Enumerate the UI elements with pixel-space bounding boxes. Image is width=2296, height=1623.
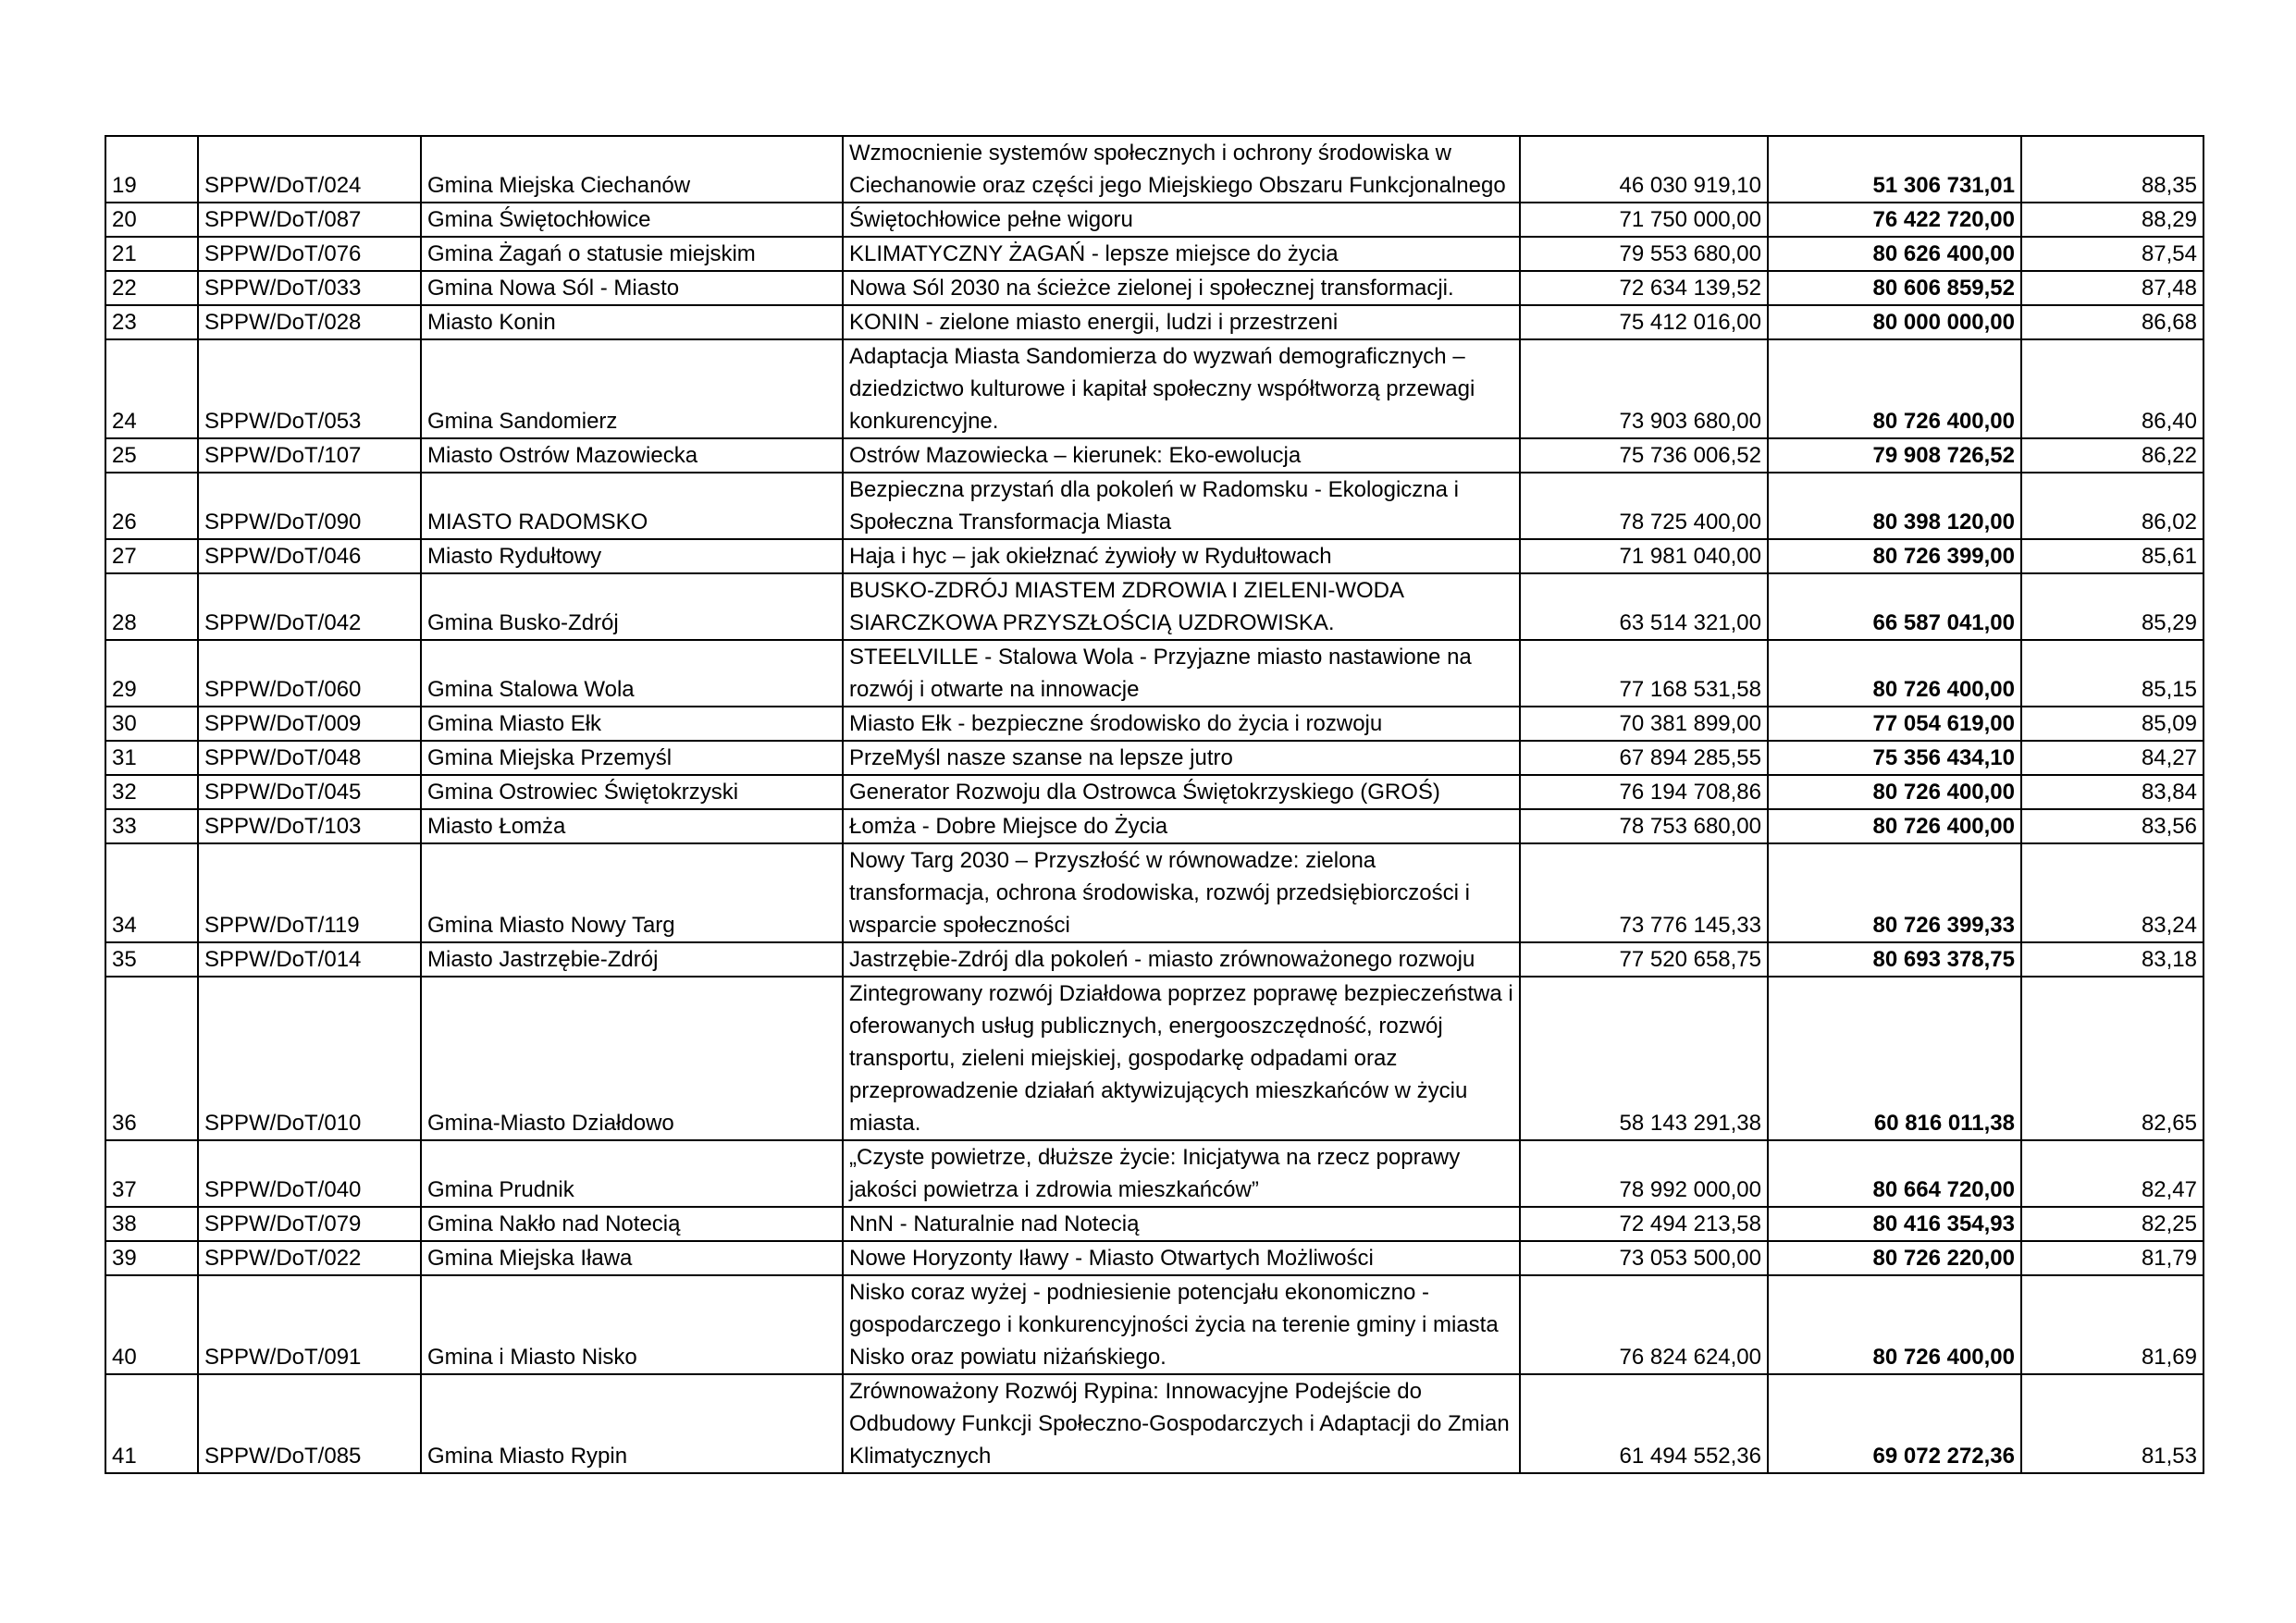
application-id-cell: SPPW/DoT/103 xyxy=(198,809,421,843)
application-id-cell: SPPW/DoT/087 xyxy=(198,203,421,237)
table-row xyxy=(105,741,2203,775)
table-row xyxy=(105,977,2203,1140)
score-cell: 85,15 xyxy=(2021,640,2203,707)
project-title-cell: Miasto Ełk - bezpieczne środowisko do życia i rozwoju xyxy=(843,707,1520,741)
table-row xyxy=(105,707,2203,741)
total-amount-cell: 80 726 400,00 xyxy=(1768,1275,2021,1374)
application-id-cell: SPPW/DoT/091 xyxy=(198,1275,421,1374)
total-amount-cell: 80 416 354,93 xyxy=(1768,1207,2021,1241)
table-row xyxy=(105,942,2203,977)
total-amount-cell: 80 693 378,75 xyxy=(1768,942,2021,977)
row-number-cell: 30 xyxy=(105,707,198,741)
row-number-cell: 26 xyxy=(105,473,198,539)
amount-cell: 73 053 500,00 xyxy=(1520,1241,1768,1275)
row-number-cell: 25 xyxy=(105,438,198,473)
municipality-cell: Miasto Konin xyxy=(421,305,843,339)
amount-cell: 63 514 321,00 xyxy=(1520,573,1768,640)
row-number-cell: 40 xyxy=(105,1275,198,1374)
table-row xyxy=(105,775,2203,809)
municipality-cell: Gmina Sandomierz xyxy=(421,339,843,438)
application-id-cell: SPPW/DoT/010 xyxy=(198,977,421,1140)
amount-cell: 67 894 285,55 xyxy=(1520,741,1768,775)
application-id-cell: SPPW/DoT/076 xyxy=(198,237,421,271)
application-id-cell: SPPW/DoT/040 xyxy=(198,1140,421,1207)
municipality-cell: Gmina Miejska Ciechanów xyxy=(421,136,843,203)
score-cell: 86,22 xyxy=(2021,438,2203,473)
row-number-cell: 38 xyxy=(105,1207,198,1241)
score-cell: 83,24 xyxy=(2021,843,2203,942)
total-amount-cell: 80 664 720,00 xyxy=(1768,1140,2021,1207)
score-cell: 83,18 xyxy=(2021,942,2203,977)
table-row xyxy=(105,539,2203,573)
amount-cell: 61 494 552,36 xyxy=(1520,1374,1768,1473)
total-amount-cell: 80 726 400,00 xyxy=(1768,775,2021,809)
municipality-cell: Gmina Nowa Sól - Miasto xyxy=(421,271,843,305)
score-cell: 87,54 xyxy=(2021,237,2203,271)
amount-cell: 76 824 624,00 xyxy=(1520,1275,1768,1374)
total-amount-cell: 77 054 619,00 xyxy=(1768,707,2021,741)
row-number-cell: 41 xyxy=(105,1374,198,1473)
score-cell: 88,35 xyxy=(2021,136,2203,203)
project-title-cell: Bezpieczna przystań dla pokoleń w Radomsku - Ekologiczna i Społeczna Transformacja Miasta xyxy=(843,473,1520,539)
score-cell: 86,68 xyxy=(2021,305,2203,339)
amount-cell: 76 194 708,86 xyxy=(1520,775,1768,809)
total-amount-cell: 80 726 400,00 xyxy=(1768,809,2021,843)
municipality-cell: Miasto Ostrów Mazowiecka xyxy=(421,438,843,473)
municipality-cell: Gmina Świętochłowice xyxy=(421,203,843,237)
project-title-cell: BUSKO-ZDRÓJ MIASTEM ZDROWIA I ZIELENI-WODA SIARCZKOWA PRZYSZŁOŚCIĄ UZDROWISKA. xyxy=(843,573,1520,640)
municipality-cell: Gmina Miejska Przemyśl xyxy=(421,741,843,775)
table-row xyxy=(105,843,2203,942)
municipality-cell: Gmina Miasto Ełk xyxy=(421,707,843,741)
application-id-cell: SPPW/DoT/045 xyxy=(198,775,421,809)
total-amount-cell: 66 587 041,00 xyxy=(1768,573,2021,640)
application-id-cell: SPPW/DoT/119 xyxy=(198,843,421,942)
table-row xyxy=(105,203,2203,237)
total-amount-cell: 75 356 434,10 xyxy=(1768,741,2021,775)
project-title-cell: Łomża - Dobre Miejsce do Życia xyxy=(843,809,1520,843)
amount-cell: 78 753 680,00 xyxy=(1520,809,1768,843)
project-title-cell: Wzmocnienie systemów społecznych i ochrony środowiska w Ciechanowie oraz części jego Miejskiego Obszaru Funkcjonalnego xyxy=(843,136,1520,203)
project-title-cell: Ostrów Mazowiecka – kierunek: Eko-ewolucja xyxy=(843,438,1520,473)
score-cell: 84,27 xyxy=(2021,741,2203,775)
table-row xyxy=(105,339,2203,438)
total-amount-cell: 80 726 400,00 xyxy=(1768,339,2021,438)
project-title-cell: STEELVILLE - Stalowa Wola - Przyjazne miasto nastawione na rozwój i otwarte na innowacje xyxy=(843,640,1520,707)
score-cell: 85,61 xyxy=(2021,539,2203,573)
score-cell: 81,53 xyxy=(2021,1374,2203,1473)
score-cell: 83,56 xyxy=(2021,809,2203,843)
row-number-cell: 21 xyxy=(105,237,198,271)
application-id-cell: SPPW/DoT/014 xyxy=(198,942,421,977)
amount-cell: 75 736 006,52 xyxy=(1520,438,1768,473)
row-number-cell: 23 xyxy=(105,305,198,339)
row-number-cell: 39 xyxy=(105,1241,198,1275)
project-title-cell: Adaptacja Miasta Sandomierza do wyzwań demograficznych – dziedzictwo kulturowe i kapitał społeczny współtworzą przewagi konkurencyjne. xyxy=(843,339,1520,438)
row-number-cell: 20 xyxy=(105,203,198,237)
table-row xyxy=(105,640,2203,707)
total-amount-cell: 80 726 400,00 xyxy=(1768,640,2021,707)
amount-cell: 58 143 291,38 xyxy=(1520,977,1768,1140)
municipality-cell: Gmina Ostrowiec Świętokrzyski xyxy=(421,775,843,809)
table-row xyxy=(105,1207,2203,1241)
score-cell: 86,40 xyxy=(2021,339,2203,438)
total-amount-cell: 51 306 731,01 xyxy=(1768,136,2021,203)
application-id-cell: SPPW/DoT/060 xyxy=(198,640,421,707)
municipality-cell: Gmina Miasto Rypin xyxy=(421,1374,843,1473)
amount-cell: 75 412 016,00 xyxy=(1520,305,1768,339)
municipality-cell: Gmina Stalowa Wola xyxy=(421,640,843,707)
project-title-cell: NnN - Naturalnie nad Notecią xyxy=(843,1207,1520,1241)
row-number-cell: 28 xyxy=(105,573,198,640)
municipality-cell: Gmina Prudnik xyxy=(421,1140,843,1207)
score-cell: 86,02 xyxy=(2021,473,2203,539)
score-cell: 88,29 xyxy=(2021,203,2203,237)
table-row xyxy=(105,438,2203,473)
application-id-cell: SPPW/DoT/107 xyxy=(198,438,421,473)
project-title-cell: Nowy Targ 2030 – Przyszłość w równowadze: zielona transformacja, ochrona środowiska, rozwój przedsiębiorczości i wsparcie społeczności xyxy=(843,843,1520,942)
total-amount-cell: 69 072 272,36 xyxy=(1768,1374,2021,1473)
application-id-cell: SPPW/DoT/024 xyxy=(198,136,421,203)
amount-cell: 71 750 000,00 xyxy=(1520,203,1768,237)
table-row xyxy=(105,473,2203,539)
application-id-cell: SPPW/DoT/042 xyxy=(198,573,421,640)
table-row xyxy=(105,1275,2203,1374)
application-id-cell: SPPW/DoT/079 xyxy=(198,1207,421,1241)
score-cell: 87,48 xyxy=(2021,271,2203,305)
municipality-cell: Miasto Łomża xyxy=(421,809,843,843)
score-cell: 83,84 xyxy=(2021,775,2203,809)
project-title-cell: Zintegrowany rozwój Działdowa poprzez poprawę bezpieczeństwa i oferowanych usług publicznych, energooszczędność, rozwój transportu, zieleni miejskiej, gospodarkę odpadami oraz przeprowadzenie działań aktywizujących mieszkańców w życiu miasta. xyxy=(843,977,1520,1140)
table-row xyxy=(105,1241,2203,1275)
municipality-cell: Gmina Miejska Iława xyxy=(421,1241,843,1275)
amount-cell: 79 553 680,00 xyxy=(1520,237,1768,271)
amount-cell: 73 903 680,00 xyxy=(1520,339,1768,438)
score-cell: 81,69 xyxy=(2021,1275,2203,1374)
row-number-cell: 22 xyxy=(105,271,198,305)
total-amount-cell: 80 726 220,00 xyxy=(1768,1241,2021,1275)
application-id-cell: SPPW/DoT/022 xyxy=(198,1241,421,1275)
total-amount-cell: 80 000 000,00 xyxy=(1768,305,2021,339)
amount-cell: 72 634 139,52 xyxy=(1520,271,1768,305)
row-number-cell: 19 xyxy=(105,136,198,203)
municipality-cell: Gmina Miasto Nowy Targ xyxy=(421,843,843,942)
project-title-cell: Nisko coraz wyżej - podniesienie potencjału ekonomiczno - gospodarczego i konkurencyjności życia na terenie gminy i miasta Nisko oraz powiatu niżańskiego. xyxy=(843,1275,1520,1374)
table-body xyxy=(105,136,2203,1473)
total-amount-cell: 80 726 399,33 xyxy=(1768,843,2021,942)
table-row xyxy=(105,1374,2203,1473)
municipality-cell: Gmina-Miasto Działdowo xyxy=(421,977,843,1140)
ranking-table xyxy=(105,135,2204,1474)
application-id-cell: SPPW/DoT/090 xyxy=(198,473,421,539)
table-row xyxy=(105,573,2203,640)
table-row xyxy=(105,809,2203,843)
amount-cell: 70 381 899,00 xyxy=(1520,707,1768,741)
application-id-cell: SPPW/DoT/033 xyxy=(198,271,421,305)
table-row xyxy=(105,237,2203,271)
table-row xyxy=(105,1140,2203,1207)
score-cell: 82,25 xyxy=(2021,1207,2203,1241)
row-number-cell: 24 xyxy=(105,339,198,438)
application-id-cell: SPPW/DoT/009 xyxy=(198,707,421,741)
application-id-cell: SPPW/DoT/048 xyxy=(198,741,421,775)
table-row xyxy=(105,305,2203,339)
total-amount-cell: 60 816 011,38 xyxy=(1768,977,2021,1140)
project-title-cell: PrzeMyśl nasze szanse na lepsze jutro xyxy=(843,741,1520,775)
project-title-cell: Nowe Horyzonty Iławy - Miasto Otwartych Możliwości xyxy=(843,1241,1520,1275)
application-id-cell: SPPW/DoT/085 xyxy=(198,1374,421,1473)
total-amount-cell: 80 726 399,00 xyxy=(1768,539,2021,573)
row-number-cell: 35 xyxy=(105,942,198,977)
project-title-cell: Jastrzębie-Zdrój dla pokoleń - miasto zrównoważonego rozwoju xyxy=(843,942,1520,977)
row-number-cell: 32 xyxy=(105,775,198,809)
application-id-cell: SPPW/DoT/053 xyxy=(198,339,421,438)
application-id-cell: SPPW/DoT/028 xyxy=(198,305,421,339)
row-number-cell: 27 xyxy=(105,539,198,573)
table-row xyxy=(105,271,2203,305)
total-amount-cell: 80 626 400,00 xyxy=(1768,237,2021,271)
municipality-cell: Miasto Rydułtowy xyxy=(421,539,843,573)
amount-cell: 73 776 145,33 xyxy=(1520,843,1768,942)
score-cell: 82,47 xyxy=(2021,1140,2203,1207)
municipality-cell: Gmina Busko-Zdrój xyxy=(421,573,843,640)
table-row xyxy=(105,136,2203,203)
municipality-cell: Gmina i Miasto Nisko xyxy=(421,1275,843,1374)
project-title-cell: Generator Rozwoju dla Ostrowca Świętokrzyskiego (GROŚ) xyxy=(843,775,1520,809)
row-number-cell: 37 xyxy=(105,1140,198,1207)
total-amount-cell: 79 908 726,52 xyxy=(1768,438,2021,473)
row-number-cell: 34 xyxy=(105,843,198,942)
amount-cell: 78 725 400,00 xyxy=(1520,473,1768,539)
score-cell: 85,29 xyxy=(2021,573,2203,640)
amount-cell: 77 520 658,75 xyxy=(1520,942,1768,977)
total-amount-cell: 80 398 120,00 xyxy=(1768,473,2021,539)
project-title-cell: Świętochłowice pełne wigoru xyxy=(843,203,1520,237)
amount-cell: 71 981 040,00 xyxy=(1520,539,1768,573)
score-cell: 81,79 xyxy=(2021,1241,2203,1275)
total-amount-cell: 76 422 720,00 xyxy=(1768,203,2021,237)
application-id-cell: SPPW/DoT/046 xyxy=(198,539,421,573)
total-amount-cell: 80 606 859,52 xyxy=(1768,271,2021,305)
row-number-cell: 29 xyxy=(105,640,198,707)
row-number-cell: 36 xyxy=(105,977,198,1140)
municipality-cell: Gmina Żagań o statusie miejskim xyxy=(421,237,843,271)
municipality-cell: Miasto Jastrzębie-Zdrój xyxy=(421,942,843,977)
project-title-cell: KLIMATYCZNY ŻAGAŃ - lepsze miejsce do życia xyxy=(843,237,1520,271)
score-cell: 82,65 xyxy=(2021,977,2203,1140)
project-title-cell: KONIN - zielone miasto energii, ludzi i przestrzeni xyxy=(843,305,1520,339)
project-title-cell: Nowa Sól 2030 na ścieżce zielonej i społecznej transformacji. xyxy=(843,271,1520,305)
project-title-cell: „Czyste powietrze, dłuższe życie: Inicjatywa na rzecz poprawy jakości powietrza i zdrowia mieszkańców” xyxy=(843,1140,1520,1207)
project-title-cell: Haja i hyc – jak okiełznać żywioły w Rydułtowach xyxy=(843,539,1520,573)
row-number-cell: 31 xyxy=(105,741,198,775)
amount-cell: 78 992 000,00 xyxy=(1520,1140,1768,1207)
amount-cell: 77 168 531,58 xyxy=(1520,640,1768,707)
municipality-cell: Gmina Nakło nad Notecią xyxy=(421,1207,843,1241)
amount-cell: 46 030 919,10 xyxy=(1520,136,1768,203)
amount-cell: 72 494 213,58 xyxy=(1520,1207,1768,1241)
score-cell: 85,09 xyxy=(2021,707,2203,741)
municipality-cell: MIASTO RADOMSKO xyxy=(421,473,843,539)
project-title-cell: Zrównoważony Rozwój Rypina: Innowacyjne Podejście do Odbudowy Funkcji Społeczno-Gospodarczych i Adaptacji do Zmian Klimatycznych xyxy=(843,1374,1520,1473)
row-number-cell: 33 xyxy=(105,809,198,843)
